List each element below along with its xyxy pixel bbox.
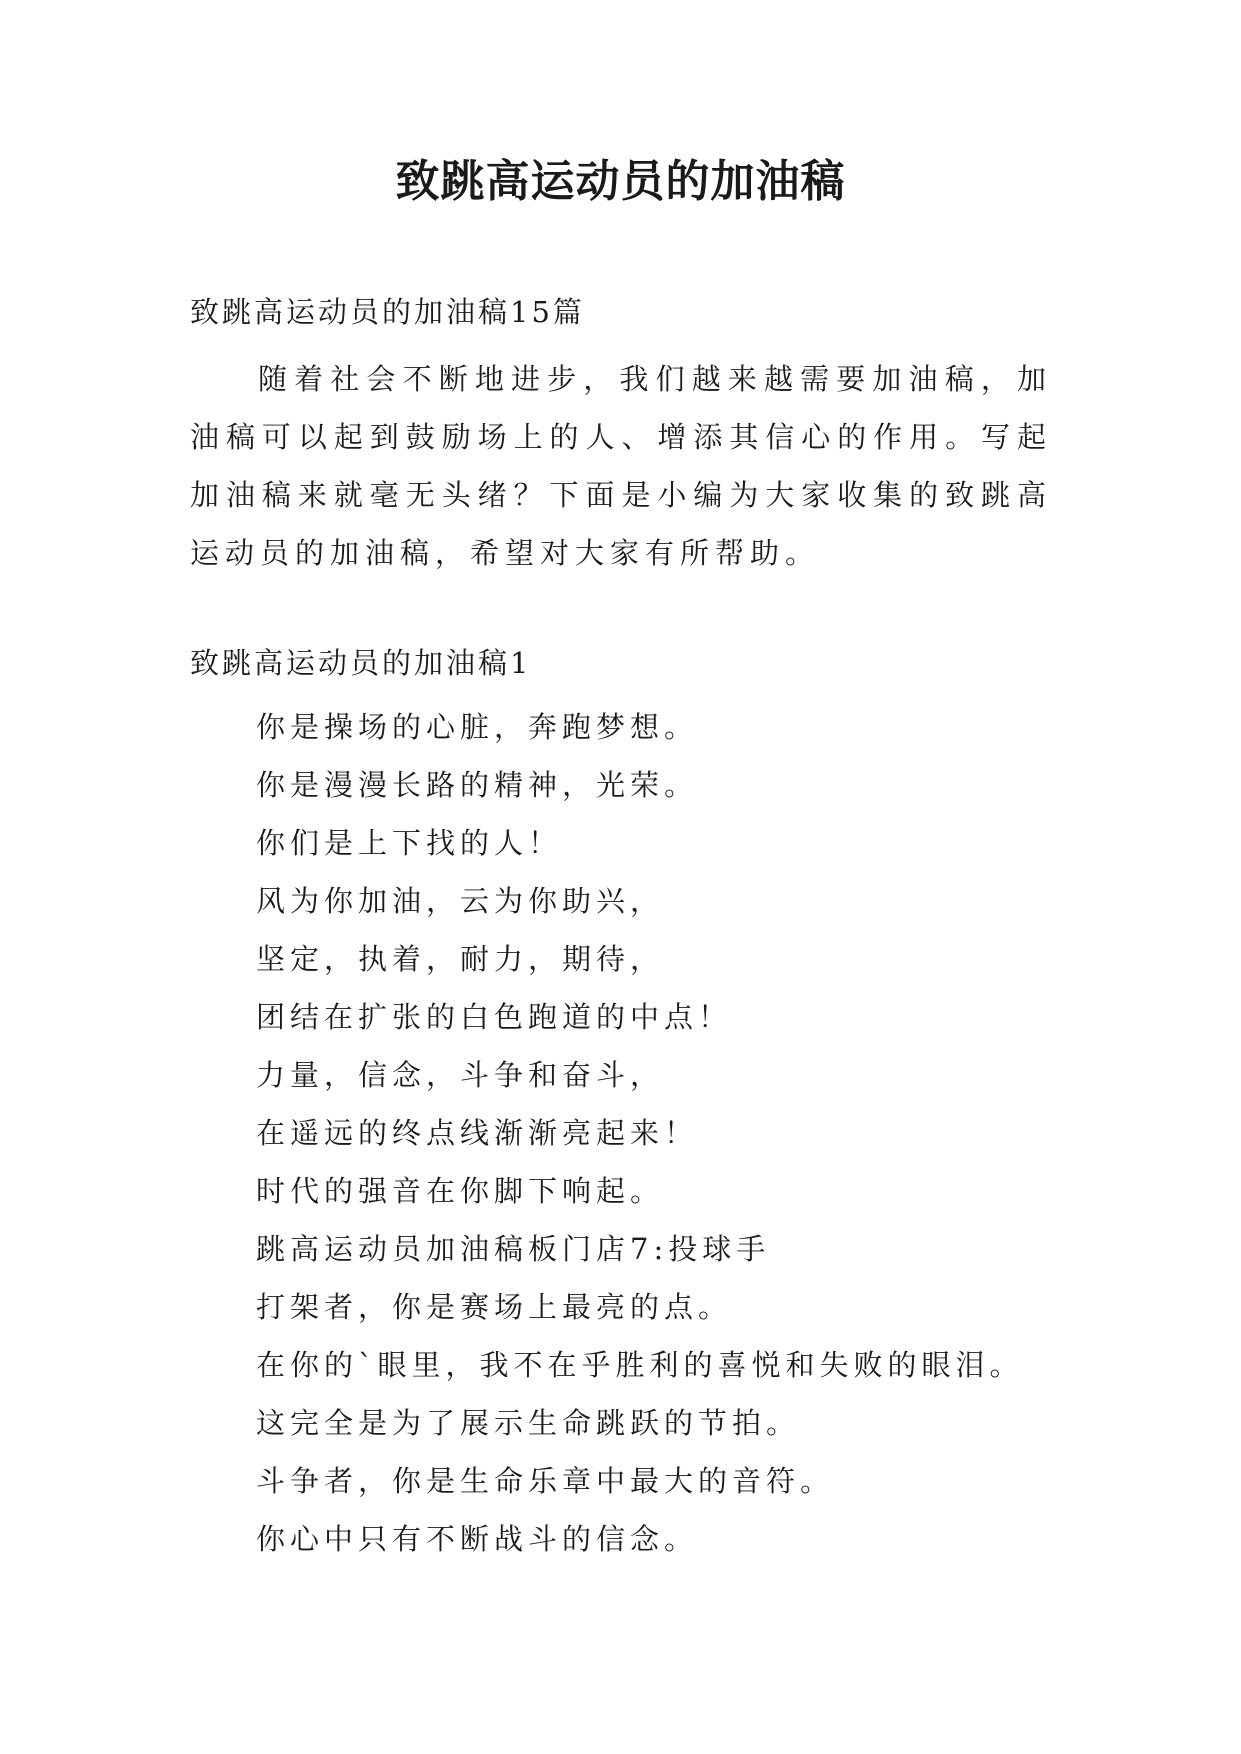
poem-line: 在你的`眼里，我不在乎胜利的喜悦和失败的眼泪。 [256, 1348, 1024, 1382]
poem-line: 风为你加油，云为你助兴， [256, 884, 665, 918]
document-subtitle: 致跳高运动员的加油稿15篇 [190, 295, 585, 329]
poem-line: 力量，信念，斗争和奋斗， [256, 1058, 665, 1092]
poem-body [256, 698, 1024, 1568]
poem-line: 坚定，执着，耐力，期待， [256, 942, 665, 976]
poem-line: 斗争者，你是生命乐章中最大的音符。 [256, 1464, 835, 1498]
poem-line: 你心中只有不断战斗的信念。 [256, 1522, 699, 1556]
intro-paragraph: 随着社会不断地进步，我们越来越需要加油稿，加油稿可以起到鼓励场上的人、增添其信心的作用。写起加油稿来就毫无头绪？下面是小编为大家收集的致跳高运动员的加油稿，希望对大家有所帮助。 [190, 362, 1052, 570]
poem-line: 时代的强音在你脚下响起。 [256, 1174, 665, 1208]
document-title: 致跳高运动员的加油稿 [395, 156, 846, 207]
poem-line: 团结在扩张的白色跑道的中点！ [256, 1000, 733, 1034]
section-heading: 致跳高运动员的加油稿1 [190, 646, 532, 680]
poem-line: 跳高运动员加油稿板门店7:投球手 [256, 1232, 771, 1266]
poem-line: 这完全是为了展示生命跳跃的节拍。 [256, 1406, 801, 1440]
poem-line: 你们是上下找的人！ [256, 826, 563, 860]
poem-line: 在遥远的终点线渐渐亮起来！ [256, 1116, 699, 1150]
poem-line: 你是漫漫长路的精神，光荣。 [256, 768, 699, 802]
poem-line: 你是操场的心脏，奔跑梦想。 [256, 710, 699, 744]
poem-line: 打架者，你是赛场上最亮的点。 [256, 1290, 733, 1324]
